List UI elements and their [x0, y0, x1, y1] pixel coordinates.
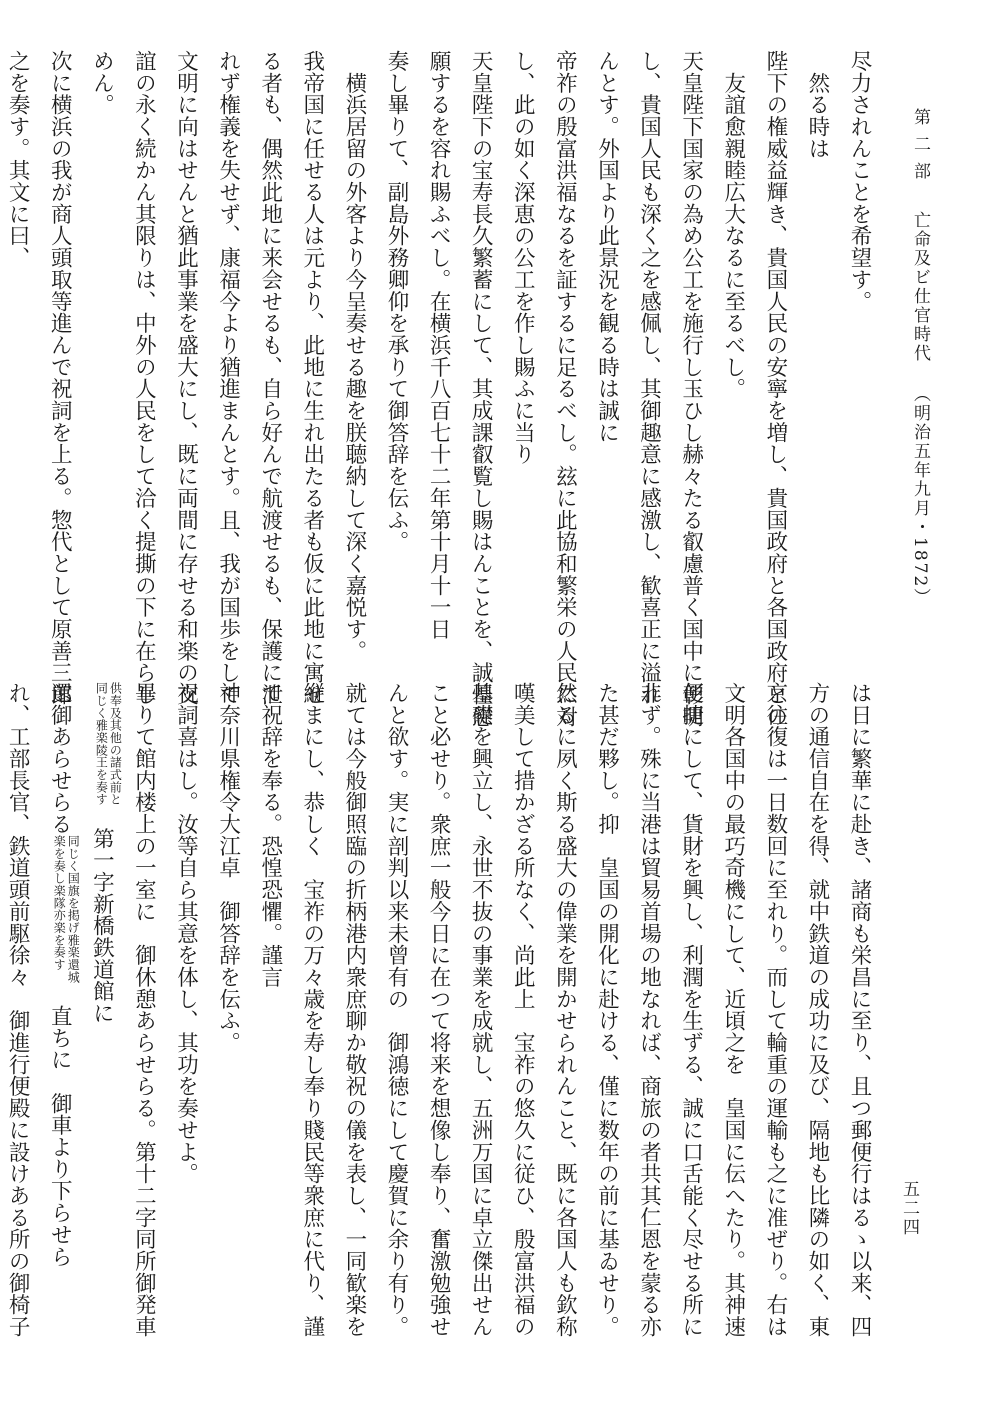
text-line: 尽力されんことを希望す。 [847, 50, 872, 313]
text-line: 方の通信自在を得、就中鉄道の成功に及び、隔地も比隣の如く、東 [804, 682, 830, 1338]
text-line: 畢りて館内楼上の一室に 御休憩あらせらる。第十二字同所御発車 [131, 682, 157, 1338]
text-line: 然る時は [804, 50, 830, 160]
lower-text-block [5, 682, 880, 1338]
text-line: 天皇陛下の宝寿長久繁蓄にして、其成課叡覧し賜はんことを、誠惶懇 [468, 50, 494, 728]
text-line: 我帝国に任せる人は元より、此地に生れ出たる者も仮に此地に寓せ [299, 50, 325, 706]
note-line: 楽を奏し楽隊亦楽を奏す [52, 834, 67, 971]
note-line: 同じく国旗を掲げ雅楽還城 [66, 834, 81, 984]
text-line: 京往復は一日数回に至れり。而して輪重の運輸も之に准ぜり。右は [762, 682, 788, 1338]
text-line: 便捷にして、貨財を興し、利潤を生ずる、誠に口舌能く尽せる所に [678, 682, 704, 1338]
text-line: 帝祚の殷富洪福なるを証するに足るべし。玆に此協和繁栄の人民に対 [552, 50, 578, 728]
text-line: 嘆美して措かざる所なく、尚此上 宝祚の悠久に従ひ、殷富洪福の [510, 682, 536, 1338]
note-line: 供奉及其他の諸式前と [108, 682, 123, 806]
text-line: 友誼愈親睦広大なるに至るべし。 [720, 50, 746, 400]
text-line: 文明に向はせんと猶此事業を盛大にし、既に両間に存せる和楽の交 [173, 50, 199, 706]
text-line: 次に横浜の我が商人頭取等進んで祝詞を上る。惣代として原善三郎 [47, 50, 73, 706]
text-line: し、貴国人民も深く之を感佩し、其御趣意に感激し、歓喜正に溢れ [636, 50, 662, 706]
text-line-with-note [80, 682, 122, 1322]
text-line: んと欲す。実に剖判以来未曾有の 御鴻徳にして慶賀に余り有り。 [383, 682, 409, 1338]
text-line: は日に繁華に赴き、諸商も栄昌に至り、且つ郵便行はるゝ以来、四 [847, 682, 872, 1338]
text-line: 陛下の権威益輝き、貴国人民の安寧を増し、貴国政府と各国政府との [762, 50, 788, 728]
text-line: れ、工部長官、鉄道頭前駆徐々 御進行便殿に設けある所の御椅子 [5, 682, 31, 1338]
text-line: 縦まにし、恭しく 宝祚の万々歳を寿し奉り賤民等衆庶に代り、謹 [299, 682, 325, 1338]
text-line: 天皇陛下国家の為め公工を施行し玉ひし赫々たる叡慮普く国中に彰明 [678, 50, 704, 728]
running-header [893, 108, 947, 748]
text-line: 然るに夙く斯る盛大の偉業を開かせられんこと、既に各国人も欽称 [552, 682, 578, 1338]
text-line: こと必せり。衆庶一般今日に在つて将来を想像し奉り、奮激勉強せ [426, 682, 452, 1338]
header-period: （明治五年九月・1872） [910, 385, 930, 608]
text-line: 非ず。殊に当港は貿易首場の地なれば、商旅の者共其仁恩を蒙る亦 [636, 682, 662, 1338]
text-line: る者も、偶然此地に来会せるも、自ら好んで航渡せるも、保護に泄 [257, 50, 283, 706]
upper-text-block [5, 50, 880, 728]
interlinear-note [94, 682, 122, 806]
header-chapter: 亡命及ビ仕官時代 [910, 211, 930, 363]
text-line: 誼の永く続かん其限りは、中外の人民をして洽く提撕の下に在らし [131, 50, 157, 706]
text-line: し、此の如く深恵の公工を作し賜ふに当り [510, 50, 536, 466]
text-line: た甚だ夥し。抑 皇国の開化に赴ける、僅に数年の前に基ゐせり。 [594, 682, 620, 1338]
text-line: 願するを容れ賜ふべし。在横浜千八百七十二年第十月十一日 [426, 50, 452, 640]
note-line: 同じく雅楽陵王を奏す [94, 682, 109, 806]
text-segment: 直ちに 御車より下らせら [47, 983, 73, 1268]
text-segment: 第一字新橋鉄道館に [89, 805, 115, 1024]
text-line: 祝詞喜はし。汝等自ら其意を体し、其功を奏せよ。 [173, 682, 199, 1185]
text-line: 神奈川県権令大江卓 御答辞を伝ふ。 [215, 682, 241, 1054]
text-line: 就ては今般御照臨の折柄港内衆庶聊か敬祝の儀を表し、一同歓楽を [341, 682, 367, 1338]
header-part: 第二部 [910, 108, 930, 189]
text-segment: 還御あらせらる [47, 682, 73, 835]
text-line: 文明各国中の最巧奇機にして、近頃之を 皇国に伝へたり。其神速 [720, 682, 746, 1338]
text-line: 横浜居留の外客より今呈奏せる趣を朕聴納して深く嘉悦す。 [341, 50, 367, 662]
page-number: 五二四 [899, 1180, 919, 1237]
interlinear-note [52, 835, 80, 983]
text-line: て祝辞を奉る。恐惶恐懼。謹言 [257, 682, 283, 988]
text-line-with-note [38, 682, 80, 1322]
text-line: 基礎を興立し、永世不抜の事業を成就し、五洲万国に卓立傑出せん [468, 682, 494, 1338]
text-line: 奏し畢りて、副島外務卿仰を承りて御答辞を伝ふ。 [383, 50, 409, 553]
text-line: 之を奏す。其文に曰、 [5, 50, 31, 269]
text-line: んとす。外国より此景況を観る時は誠に [594, 50, 620, 444]
text-line: れず権義を失せず、康福今より猶進まんとす。且、我が国歩をして [215, 50, 241, 706]
text-line: めん。 [89, 50, 115, 116]
